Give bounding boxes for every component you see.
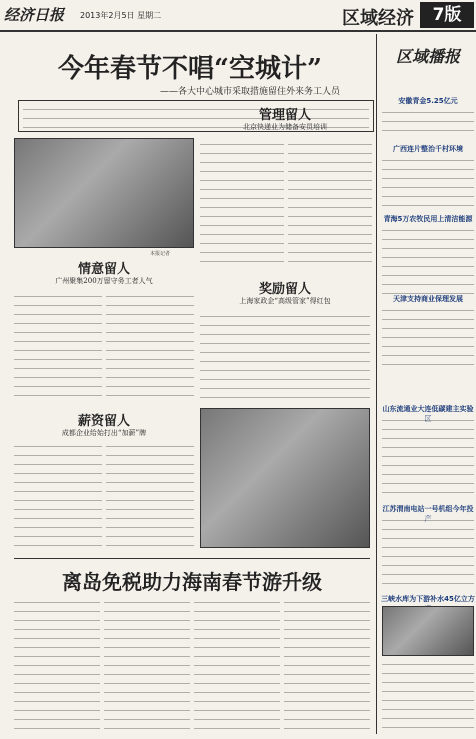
- story-title-management: 管理留人: [258, 108, 311, 123]
- main-subhead: ——各大中心城市采取措施留住外来务工人员: [159, 87, 340, 97]
- story-sub-management: 北京快递业为储备安员培训: [243, 123, 327, 131]
- sidebar-item: 天津支持商业保理发展: [380, 294, 476, 304]
- section-title: 区域经济: [342, 8, 414, 29]
- issue-date: 2013年2月5日 星期二: [80, 11, 162, 20]
- sidebar-item: 江苏渭南电站一号机组今年投: [380, 504, 476, 524]
- story-sub-affection: 广州聚集200万留守务工者人气: [55, 277, 153, 285]
- story-title-salary: 薪资留人: [77, 414, 130, 429]
- photo-reservoir: [382, 606, 474, 656]
- sidebar-item: 安徽青金5.25亿元: [380, 96, 476, 106]
- main-headline: 今年春节不唱“空城计”: [58, 54, 322, 84]
- story-title-affection: 情意留人: [77, 262, 130, 277]
- sidebar-item: 山东流通业大连低碳建主实验: [380, 404, 476, 424]
- story-sub-reward: 上海家政企“高级管家”得红包: [239, 297, 331, 305]
- bottom-headline: 离岛免税助力海南春节游升级: [62, 570, 322, 594]
- photo-workers: [200, 408, 370, 548]
- sidebar-item: 青海5万农牧民用上清洁能源: [380, 214, 476, 224]
- masthead: [0, 0, 476, 32]
- paper-logo: 经济日报: [4, 6, 65, 24]
- story-title-reward: 奖励留人: [258, 282, 311, 297]
- photo-city-building: [14, 138, 194, 248]
- sidebar-item: 三峡水库为下游补水45亿立方: [380, 594, 476, 614]
- story-sub-salary: 成都企业给始打出“加薪”牌: [61, 429, 147, 437]
- photo-caption: 本报记者: [150, 251, 171, 257]
- page-number: 7版: [420, 2, 474, 28]
- sidebar-item: 广西连片整治千村环境: [380, 144, 476, 154]
- sidebar-column-title: 区域播报: [395, 47, 460, 66]
